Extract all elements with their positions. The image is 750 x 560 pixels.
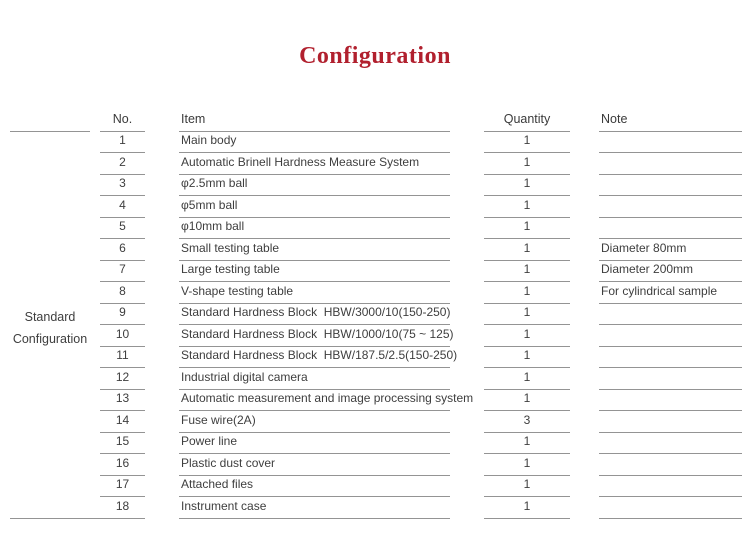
column-gap bbox=[145, 304, 179, 326]
column-gap bbox=[90, 476, 100, 498]
column-gap bbox=[145, 196, 179, 218]
column-gap bbox=[90, 132, 100, 154]
no-cell: 3 bbox=[100, 175, 145, 197]
no-cell: 9 bbox=[100, 304, 145, 326]
group-cell bbox=[10, 454, 90, 476]
column-gap bbox=[450, 175, 484, 197]
quantity-cell: 1 bbox=[484, 239, 570, 261]
note-cell bbox=[599, 304, 742, 326]
note-cell bbox=[599, 153, 742, 175]
column-gap bbox=[145, 476, 179, 498]
column-gap bbox=[450, 368, 484, 390]
column-gap bbox=[145, 110, 179, 132]
group-cell bbox=[10, 196, 90, 218]
column-gap bbox=[450, 497, 484, 519]
group-cell bbox=[10, 132, 90, 154]
column-gap bbox=[450, 282, 484, 304]
column-gap bbox=[90, 433, 100, 455]
column-gap bbox=[90, 261, 100, 283]
group-label-line1: Standard bbox=[24, 310, 76, 324]
group-cell bbox=[10, 239, 90, 261]
item-cell: Standard Hardness Block HBW/187.5/2.5(150-250) bbox=[179, 347, 450, 369]
item-cell: φ2.5mm ball bbox=[179, 175, 450, 197]
column-gap bbox=[450, 239, 484, 261]
column-gap bbox=[90, 368, 100, 390]
quantity-cell: 1 bbox=[484, 218, 570, 240]
item-cell: Power line bbox=[179, 433, 450, 455]
note-cell bbox=[599, 411, 742, 433]
column-gap bbox=[145, 368, 179, 390]
group-label-standard-configuration bbox=[0, 306, 100, 350]
column-gap bbox=[450, 132, 484, 154]
note-cell: Diameter 80mm bbox=[599, 239, 742, 261]
column-gap bbox=[570, 433, 599, 455]
quantity-cell: 1 bbox=[484, 132, 570, 154]
note-cell bbox=[599, 196, 742, 218]
column-gap bbox=[145, 347, 179, 369]
item-cell: Automatic Brinell Hardness Measure System bbox=[179, 153, 450, 175]
group-cell bbox=[10, 497, 90, 519]
column-gap bbox=[570, 325, 599, 347]
column-gap bbox=[570, 132, 599, 154]
column-gap bbox=[90, 175, 100, 197]
note-cell bbox=[599, 132, 742, 154]
note-cell: For cylindrical sample bbox=[599, 282, 742, 304]
item-cell: V-shape testing table bbox=[179, 282, 450, 304]
no-cell: 18 bbox=[100, 497, 145, 519]
column-gap bbox=[90, 282, 100, 304]
quantity-cell: 1 bbox=[484, 497, 570, 519]
quantity-cell: 1 bbox=[484, 196, 570, 218]
column-gap bbox=[145, 218, 179, 240]
column-gap bbox=[570, 153, 599, 175]
column-gap bbox=[450, 304, 484, 326]
item-cell: Industrial digital camera bbox=[179, 368, 450, 390]
note-cell bbox=[599, 218, 742, 240]
no-cell: 10 bbox=[100, 325, 145, 347]
column-gap bbox=[450, 196, 484, 218]
column-gap bbox=[570, 239, 599, 261]
group-cell bbox=[10, 282, 90, 304]
item-cell: Fuse wire(2A) bbox=[179, 411, 450, 433]
quantity-cell: 1 bbox=[484, 368, 570, 390]
no-cell: 14 bbox=[100, 411, 145, 433]
column-gap bbox=[145, 282, 179, 304]
group-cell bbox=[10, 175, 90, 197]
column-gap bbox=[570, 497, 599, 519]
group-cell bbox=[10, 368, 90, 390]
no-cell: 1 bbox=[100, 132, 145, 154]
column-gap bbox=[450, 325, 484, 347]
page-title: Configuration bbox=[299, 43, 451, 69]
group-cell bbox=[10, 433, 90, 455]
column-gap bbox=[570, 347, 599, 369]
item-cell: φ5mm ball bbox=[179, 196, 450, 218]
column-gap bbox=[570, 476, 599, 498]
item-cell: Automatic measurement and image processing system bbox=[179, 390, 450, 412]
item-cell: φ10mm ball bbox=[179, 218, 450, 240]
column-gap bbox=[145, 153, 179, 175]
column-gap bbox=[570, 110, 599, 132]
column-gap bbox=[450, 261, 484, 283]
note-cell bbox=[599, 368, 742, 390]
column-header-item: Item bbox=[179, 110, 450, 132]
column-gap bbox=[145, 132, 179, 154]
quantity-cell: 1 bbox=[484, 325, 570, 347]
column-gap bbox=[145, 497, 179, 519]
quantity-cell: 1 bbox=[484, 347, 570, 369]
column-gap bbox=[570, 175, 599, 197]
item-cell: Small testing table bbox=[179, 239, 450, 261]
group-cell bbox=[10, 390, 90, 412]
note-cell bbox=[599, 454, 742, 476]
quantity-cell: 3 bbox=[484, 411, 570, 433]
column-gap bbox=[145, 325, 179, 347]
column-gap bbox=[90, 218, 100, 240]
column-gap bbox=[90, 110, 100, 132]
note-cell: Diameter 200mm bbox=[599, 261, 742, 283]
quantity-cell: 1 bbox=[484, 304, 570, 326]
note-cell bbox=[599, 325, 742, 347]
quantity-cell: 1 bbox=[484, 261, 570, 283]
column-gap bbox=[145, 411, 179, 433]
column-header-no: No. bbox=[100, 110, 145, 132]
column-gap bbox=[570, 282, 599, 304]
note-cell bbox=[599, 347, 742, 369]
column-header-quantity: Quantity bbox=[484, 110, 570, 132]
no-cell: 16 bbox=[100, 454, 145, 476]
quantity-cell: 1 bbox=[484, 282, 570, 304]
item-cell: Plastic dust cover bbox=[179, 454, 450, 476]
column-gap bbox=[90, 196, 100, 218]
no-cell: 5 bbox=[100, 218, 145, 240]
column-gap bbox=[570, 368, 599, 390]
column-gap bbox=[450, 411, 484, 433]
note-cell bbox=[599, 476, 742, 498]
column-gap bbox=[570, 411, 599, 433]
column-gap bbox=[570, 218, 599, 240]
no-cell: 17 bbox=[100, 476, 145, 498]
no-cell: 8 bbox=[100, 282, 145, 304]
column-gap bbox=[145, 433, 179, 455]
group-label-line2: Configuration bbox=[12, 332, 88, 346]
column-gap bbox=[450, 153, 484, 175]
column-gap bbox=[570, 454, 599, 476]
item-cell: Standard Hardness Block HBW/3000/10(150-250) bbox=[179, 304, 450, 326]
no-cell: 6 bbox=[100, 239, 145, 261]
item-cell: Standard Hardness Block HBW/1000/10(75 ~ 125) bbox=[179, 325, 450, 347]
column-gap bbox=[90, 411, 100, 433]
column-gap bbox=[90, 390, 100, 412]
column-gap bbox=[450, 347, 484, 369]
no-cell: 13 bbox=[100, 390, 145, 412]
no-cell: 4 bbox=[100, 196, 145, 218]
note-cell bbox=[599, 497, 742, 519]
column-gap bbox=[145, 239, 179, 261]
quantity-cell: 1 bbox=[484, 390, 570, 412]
configuration-table bbox=[10, 110, 742, 519]
quantity-cell: 1 bbox=[484, 153, 570, 175]
column-gap bbox=[570, 261, 599, 283]
quantity-cell: 1 bbox=[484, 433, 570, 455]
no-cell: 15 bbox=[100, 433, 145, 455]
note-cell bbox=[599, 175, 742, 197]
group-column-header bbox=[10, 110, 90, 132]
column-gap bbox=[570, 390, 599, 412]
no-cell: 12 bbox=[100, 368, 145, 390]
quantity-cell: 1 bbox=[484, 476, 570, 498]
column-gap bbox=[450, 476, 484, 498]
column-gap bbox=[450, 454, 484, 476]
item-cell: Attached files bbox=[179, 476, 450, 498]
column-gap bbox=[145, 261, 179, 283]
column-gap bbox=[90, 497, 100, 519]
no-cell: 2 bbox=[100, 153, 145, 175]
group-cell bbox=[10, 261, 90, 283]
column-gap bbox=[450, 110, 484, 132]
group-cell bbox=[10, 153, 90, 175]
column-gap bbox=[90, 239, 100, 261]
column-header-note: Note bbox=[599, 110, 742, 132]
column-gap bbox=[145, 454, 179, 476]
column-gap bbox=[450, 390, 484, 412]
no-cell: 7 bbox=[100, 261, 145, 283]
column-gap bbox=[570, 304, 599, 326]
note-cell bbox=[599, 390, 742, 412]
column-gap bbox=[450, 433, 484, 455]
item-cell: Large testing table bbox=[179, 261, 450, 283]
no-cell: 11 bbox=[100, 347, 145, 369]
item-cell: Instrument case bbox=[179, 497, 450, 519]
column-gap bbox=[145, 175, 179, 197]
group-cell bbox=[10, 411, 90, 433]
column-gap bbox=[145, 390, 179, 412]
column-gap bbox=[90, 153, 100, 175]
column-gap bbox=[570, 196, 599, 218]
column-gap bbox=[90, 454, 100, 476]
group-cell bbox=[10, 218, 90, 240]
group-cell bbox=[10, 476, 90, 498]
column-gap bbox=[450, 218, 484, 240]
quantity-cell: 1 bbox=[484, 454, 570, 476]
quantity-cell: 1 bbox=[484, 175, 570, 197]
item-cell: Main body bbox=[179, 132, 450, 154]
note-cell bbox=[599, 433, 742, 455]
